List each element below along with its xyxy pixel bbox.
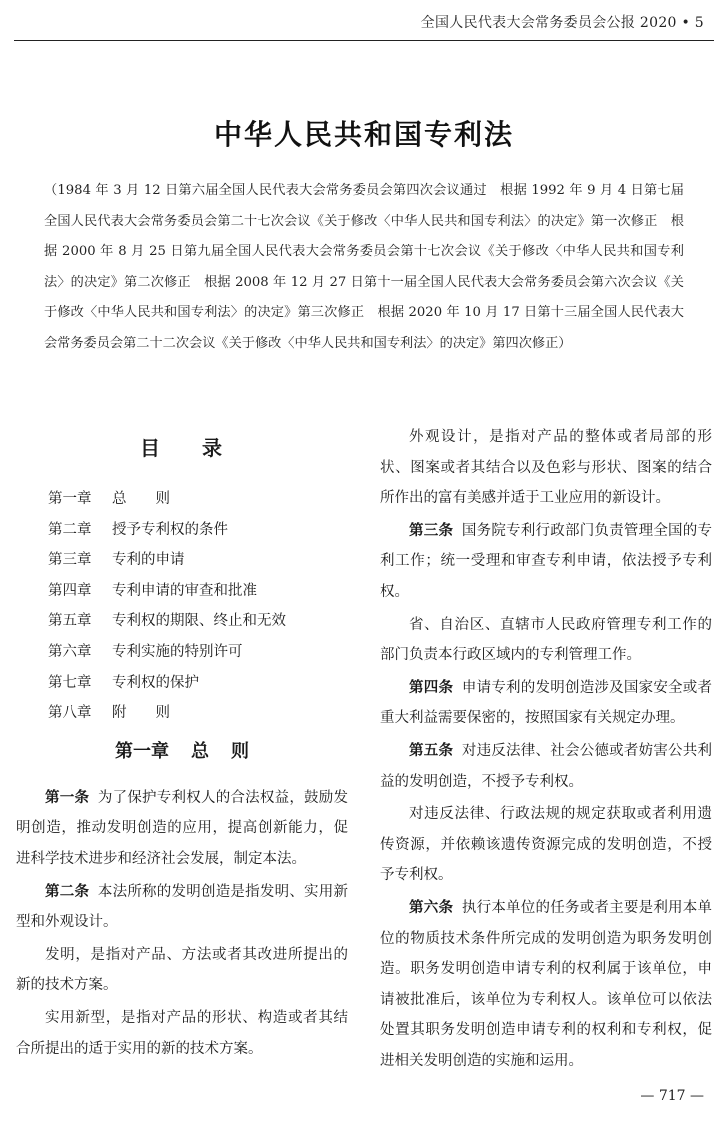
article-paragraph [380, 736, 712, 797]
paragraph-text: 省、自治区、直辖市人民政府管理专利工作的部门负责本行政区域内的专利管理工作。 [380, 616, 712, 664]
toc-chapter-number: 第二章 [48, 521, 92, 538]
toc-item [16, 545, 348, 576]
body-paragraph [380, 799, 712, 891]
article-paragraph [16, 783, 348, 875]
paragraph-text: 实用新型，是指对产品的形状、构造或者其结合所提出的适于实用的新的技术方案。 [16, 1009, 348, 1057]
article-number: 第二条 [45, 883, 90, 900]
body-paragraph [16, 940, 348, 1001]
adoption-note: （1984 年 3 月 12 日第六届全国人民代表大会常务委员会第四次会议通过 根据 1992 年 9 月 4 日第七届全国人民代表大会常务委员会第二十七次会议《关于修改〈中华人民共和国专利法〉的决定》第一次修正 根据 2000 年 8 月 25 日第九届全国人民代表大会常务委员会第十七次会议《关于修改〈中华人民共和国专利法〉的决定》第二次修正 根据 2008 年 12 月 27 日第十一届全国人民代表大会常务委员会第六次会议《关于修改〈中华人民共和国专利法〉的决定》第三次修正 根据 2020 年 10 月 17 日第十三届全国人民代表大会常务委员会第二十二次会议《关于修改〈中华人民共和国专利法〉的决定》第四次修正） [44, 183, 684, 351]
body-paragraph [16, 1003, 348, 1064]
article-paragraph [380, 893, 712, 1077]
chapter-heading [16, 729, 348, 775]
page-number: — 717 — [640, 1088, 704, 1104]
toc-item [16, 515, 348, 546]
toc-item [16, 606, 348, 637]
toc-chapter-name: 专利权的保护 [112, 674, 199, 691]
chapter-name-char-1: 总 [191, 740, 209, 762]
article-text: 国务院专利行政部门负责管理全国的专利工作；统一受理和审查专利申请，依法授予专利权。 [380, 522, 713, 600]
article-paragraph [380, 516, 712, 608]
table-of-contents [16, 484, 348, 729]
toc-chapter-number: 第四章 [48, 582, 92, 599]
toc-chapter-number: 第三章 [48, 552, 92, 569]
article-text: 申请专利的发明创造涉及国家安全或者重大利益需要保密的，按照国家有关规定办理。 [380, 679, 713, 727]
toc-title-char-1: 目 [140, 436, 162, 460]
toc-chapter-number: 第一章 [48, 491, 92, 507]
chapter-name-char-2: 则 [231, 740, 249, 762]
body-paragraph [380, 610, 712, 671]
right-column [380, 422, 712, 1078]
toc-item [16, 484, 348, 515]
article-number: 第一条 [45, 789, 90, 806]
article-number: 第四条 [409, 679, 454, 696]
toc-chapter-name: 专利申请的审查和批准 [112, 582, 257, 599]
article-number: 第六条 [409, 899, 454, 916]
article-text: 对违反法律、社会公德或者妨害公共利益的发明创造，不授予专利权。 [380, 742, 713, 790]
paragraph-text: 对违反法律、行政法规的规定获取或者利用遗传资源，并依赖该遗传资源完成的发明创造，不授予专利权。 [380, 806, 712, 884]
chapter-number: 第一章 [115, 740, 169, 762]
toc-item [16, 576, 348, 607]
toc-item [16, 668, 348, 699]
toc-chapter-number: 第八章 [48, 705, 92, 722]
toc-item [16, 637, 348, 668]
toc-title-char-2: 录 [202, 436, 224, 460]
article-paragraph [380, 673, 712, 734]
header-rule [14, 40, 714, 41]
toc-chapter-name: 专利实施的特别许可 [112, 643, 243, 660]
paragraph-text: 外观设计，是指对产品的整体或者局部的形状、图案或者其结合以及色彩与形状、图案的结合所作出的富有美感并适于工业应用的新设计。 [380, 429, 712, 507]
toc-chapter-name: 附 则 [112, 705, 170, 722]
toc-chapter-name: 授予专利权的条件 [112, 521, 228, 538]
toc-chapter-name: 专利权的期限、终止和无效 [112, 613, 286, 630]
body-paragraph [380, 422, 712, 514]
article-text: 执行本单位的任务或者主要是利用本单位的物质技术条件所完成的发明创造为职务发明创造。职务发明创造申请专利的权利属于该单位，申请被批准后，该单位为专利权人。该单位可以依法处置其职务发明创造申请专利的权利和专利权，促进相关发明创造的实施和运用。 [380, 899, 713, 1069]
toc-chapter-number: 第六章 [48, 643, 92, 660]
article-paragraph [16, 877, 348, 938]
article-number: 第五条 [409, 742, 454, 759]
toc-title [16, 430, 348, 466]
law-title: 中华人民共和国专利法 [213, 118, 514, 151]
toc-chapter-name: 总 则 [112, 491, 170, 507]
toc-chapter-name: 专利的申请 [112, 552, 185, 569]
article-text: 为了保护专利权人的合法权益，鼓励发明创造，推动发明创造的应用，提高创新能力，促进科学技术进步和经济社会发展，制定本法。 [16, 789, 349, 867]
paragraph-text: 发明，是指对产品、方法或者其改进所提出的新的技术方案。 [16, 946, 348, 994]
article-text: 本法所称的发明创造是指发明、实用新型和外观设计。 [16, 883, 349, 931]
toc-item [16, 698, 348, 729]
running-header: 全国人民代表大会常务委员会公报 2020 • 5 [420, 15, 704, 31]
toc-chapter-number: 第五章 [48, 613, 92, 630]
article-number: 第三条 [409, 522, 454, 539]
toc-chapter-number: 第七章 [48, 674, 92, 691]
left-column [16, 422, 348, 1066]
